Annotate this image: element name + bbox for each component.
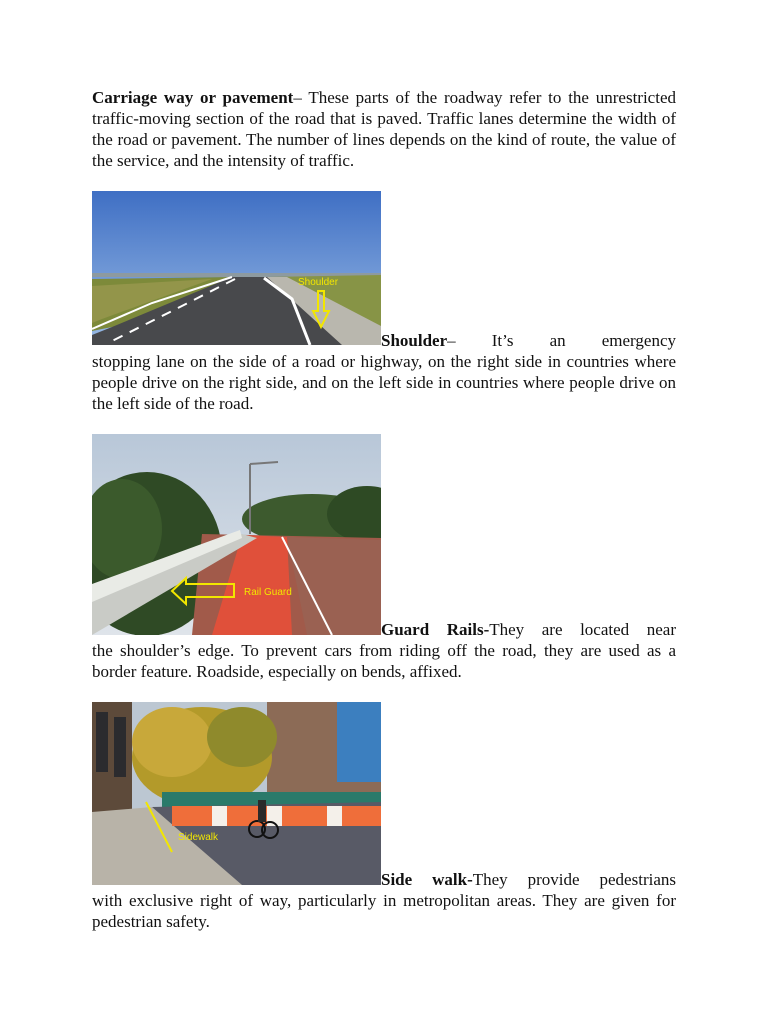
side-walk-first-line: Side walk-They provide pedestrians: [381, 870, 676, 889]
sidewalk-photo: [92, 702, 381, 885]
shoulder-photo: [92, 191, 381, 345]
side-walk-text: with exclusive right of way, particularly in metropolitan areas. They are given for pedestrian safety.: [92, 891, 676, 931]
term-guard-rails: Guard Rails-: [381, 620, 490, 639]
carriage-way-text: These parts of the roadway refer to the unrestricted traffic-moving section of the road that is paved. Traffic lanes determine the width of the road or pavement. The number of lines depends on the kind of route, the value of the service, and the intensity of traffic.: [92, 88, 676, 170]
shoulder-text: stopping lane on the side of a road or highway, on the right side in countries where people drive on the right side, and on the left side in countries where people drive on the left side of the road.: [92, 352, 676, 413]
term-shoulder: Shoulder: [381, 331, 448, 350]
guard-rails-text: the shoulder’s edge. To prevent cars from riding off the road, they are used as a border feature. Roadside, especially on bends, affixed.: [92, 641, 676, 681]
sidewalk-photo-label: Sidewalk: [178, 832, 219, 843]
shoulder-photo-label: Shoulder: [298, 277, 339, 288]
guard-rail-photo: [92, 434, 381, 635]
term-side-walk: Side walk-: [381, 870, 473, 889]
guard-rails-first-line: Guard Rails-They are located near: [381, 620, 676, 639]
guard-rail-photo-label: Rail Guard: [244, 587, 292, 598]
paragraph-carriage-way: Carriage way or pavement– These parts of the roadway refer to the unrestricted traffic-moving section of the road that is paved. Traffic lanes determine the width of the road or pavement. The number of lines depends on the kind of route, the value of the service, and the intensity of traffic.: [92, 88, 676, 170]
term-carriage-way: Carriage way or pavement: [92, 88, 294, 107]
shoulder-first-line: Shoulder– It’s an emergency: [381, 331, 676, 350]
